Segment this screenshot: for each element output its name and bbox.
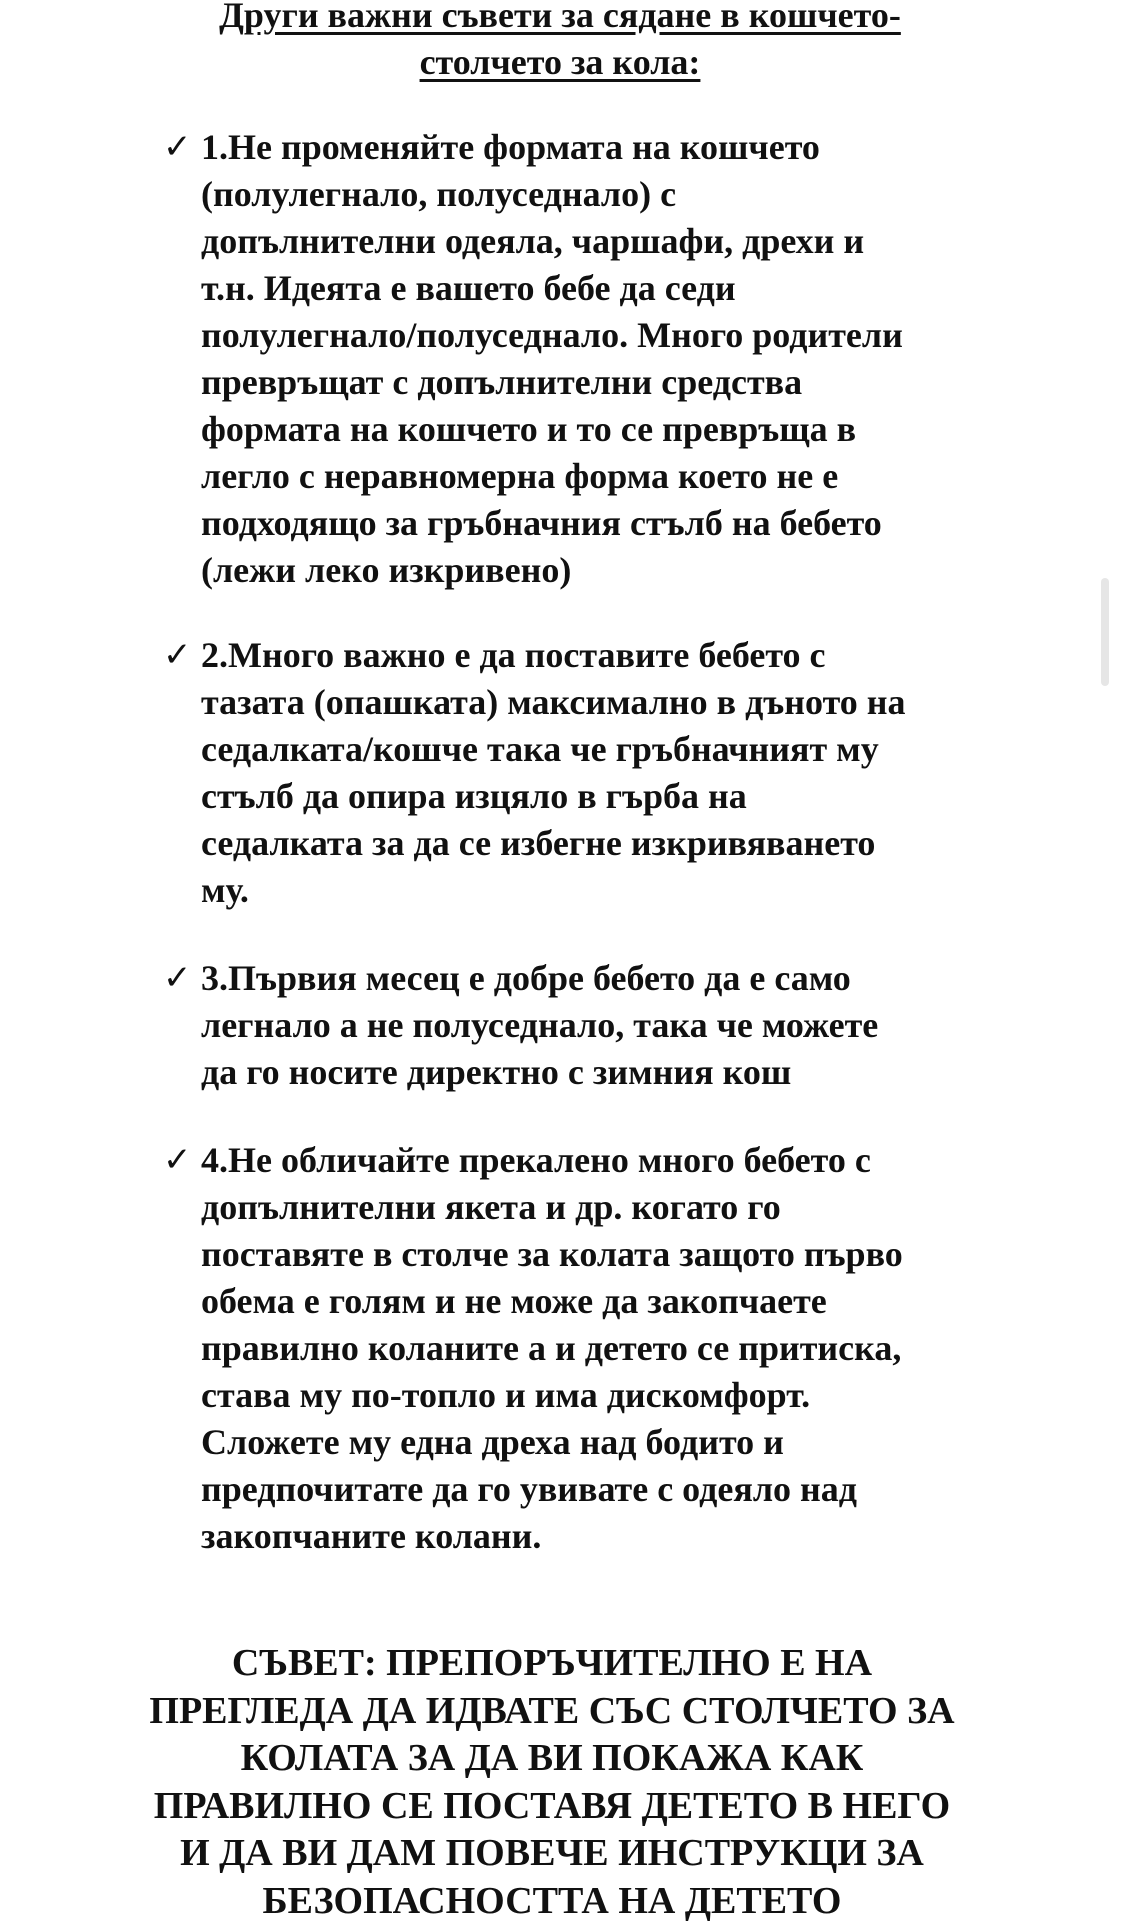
title-line: столчето за кола:	[140, 39, 980, 86]
text-line: става му по-топло и има дискомфорт.	[201, 1372, 993, 1419]
text-line: седалката/кошче така че гръбначният му	[201, 726, 993, 773]
tip-item-2	[163, 632, 993, 914]
checkmark-icon: ✓	[163, 955, 197, 1002]
advice-line: ПРЕГЛЕДА ДА ИДВАТЕ СЪС СТОЛЧЕТО ЗА	[112, 1688, 992, 1736]
advice-line: БЕЗОПАСНОСТТА НА ДЕТЕТО	[112, 1878, 992, 1925]
text-line: легнало а не полуседнало, така че можете	[201, 1002, 993, 1049]
page-title	[140, 0, 980, 86]
scrollbar-thumb[interactable]	[1101, 578, 1109, 686]
text-line: да го носите директно с зимния кош	[201, 1049, 993, 1096]
advice-line: СЪВЕТ: ПРЕПОРЪЧИТЕЛНО Е НА	[112, 1640, 992, 1688]
text-line: формата на кошчето и то се превръща в	[201, 406, 993, 453]
tip-text	[201, 1137, 993, 1560]
text-line: обема е голям и не може да закопчаете	[201, 1278, 993, 1325]
checkmark-icon: ✓	[163, 124, 197, 171]
tip-item-3	[163, 955, 993, 1096]
text-line: превръщат с допълнителни средства	[201, 359, 993, 406]
text-line: допълнителни одеяла, чаршафи, дрехи и	[201, 218, 993, 265]
text-line: стълб да опира изцяло в гърба на	[201, 773, 993, 820]
text-line: (полулегнало, полуседнало) с	[201, 171, 993, 218]
text-line: подходящо за гръбначния стълб на бебето	[201, 500, 993, 547]
advice-block	[112, 1640, 992, 1925]
tip-text	[201, 955, 993, 1096]
title-line: Други важни съвети за сядане в кошчето-	[140, 0, 980, 39]
text-line: седалката за да се избегне изкривяването	[201, 820, 993, 867]
text-line: закопчаните колани.	[201, 1513, 993, 1560]
text-line: правилно коланите а и детето се притиска,	[201, 1325, 993, 1372]
tip-item-4	[163, 1137, 993, 1560]
checkmark-icon: ✓	[163, 632, 197, 679]
text-line: 2.Много важно е да поставите бебето с	[201, 632, 993, 679]
tip-text	[201, 632, 993, 914]
text-line: 1.Не променяйте формата на кошчето	[201, 124, 993, 171]
text-line: предпочитате да го увивате с одеяло над	[201, 1466, 993, 1513]
text-line: (лежи леко изкривено)	[201, 547, 993, 594]
text-line: т.н. Идеята е вашето бебе да седи	[201, 265, 993, 312]
advice-line: И ДА ВИ ДАМ ПОВЕЧЕ ИНСТРУКЦИ ЗА	[112, 1830, 992, 1878]
text-line: легло с неравномерна форма което не е	[201, 453, 993, 500]
text-line: допълнителни якета и др. когато го	[201, 1184, 993, 1231]
text-line: му.	[201, 867, 993, 914]
text-line: 4.Не обличайте прекалено много бебето с	[201, 1137, 993, 1184]
text-line: полулегнало/полуседнало. Много родители	[201, 312, 993, 359]
text-line: 3.Първия месец е добре бебето да е само	[201, 955, 993, 1002]
tip-item-1	[163, 124, 993, 594]
text-line: Сложете му една дреха над бодито и	[201, 1419, 993, 1466]
advice-line: ПРАВИЛНО СЕ ПОСТАВЯ ДЕТЕТО В НЕГО	[112, 1783, 992, 1831]
checkmark-icon: ✓	[163, 1137, 197, 1184]
text-line: тазата (опашката) максимално в дъното на	[201, 679, 993, 726]
tip-text	[201, 124, 993, 594]
text-line: поставяте в столче за колата защото първо	[201, 1231, 993, 1278]
advice-line: КОЛАТА ЗА ДА ВИ ПОКАЖА КАК	[112, 1735, 992, 1783]
